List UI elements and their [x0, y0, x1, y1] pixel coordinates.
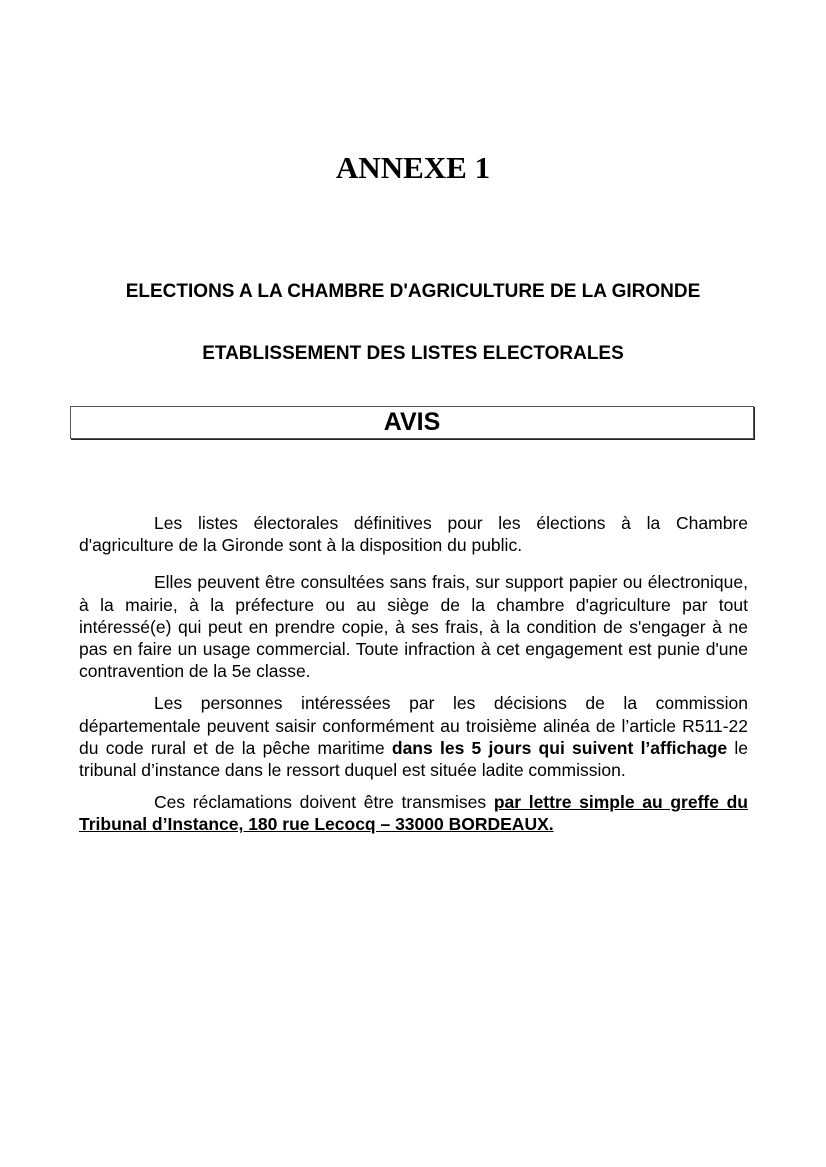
- paragraph-consultation: Elles peuvent être consultées sans frais, sur support papier ou électronique, à la mairie, à la préfecture ou au siège de la chambre d'agriculture par tout intéressé(e) qui peut en prendre copie, à ses frais, à la condition de s'engager à ne pas en faire un usage commercial. Toute infraction à cet engagement est punie d'une contravention de la 5e classe.: [79, 572, 748, 682]
- notice-body: [79, 512, 748, 836]
- paragraph-appeal-text-end: le tribunal d’instance dans le ressort duquel est située ladite commission.: [79, 737, 748, 781]
- appeal-deadline: dans les 5 jours qui suivent l’affichage: [391, 737, 728, 758]
- paragraph-claims: [79, 791, 748, 835]
- paragraph-claims-text: Ces réclamations doivent être transmises: [154, 792, 494, 813]
- electoral-lists-heading: ETABLISSEMENT DES LISTES ELECTORALES: [202, 343, 624, 364]
- annexe-title: ANNEXE 1: [335, 150, 491, 185]
- election-heading: ELECTIONS A LA CHAMBRE D'AGRICULTURE DE LA GIRONDE: [125, 281, 701, 302]
- avis-box: [70, 406, 754, 439]
- paragraph-availability: Les listes électorales définitives pour les élections à la Chambre d'agriculture de la Gironde sont à la disposition du public.: [79, 513, 748, 556]
- paragraph-appeal: [79, 692, 748, 781]
- claims-address: par lettre simple au greffe du Tribunal d’Instance, 180 rue Lecocq – 33000 BORDEAUX.: [79, 792, 748, 835]
- avis-label: AVIS: [383, 408, 441, 436]
- paragraph-appeal-text: Les personnes intéressées par les décisions de la commission départementale peuvent saisir conformément au troisième alinéa de l’article R511-22 du code rural et de la pêche maritime: [79, 693, 748, 758]
